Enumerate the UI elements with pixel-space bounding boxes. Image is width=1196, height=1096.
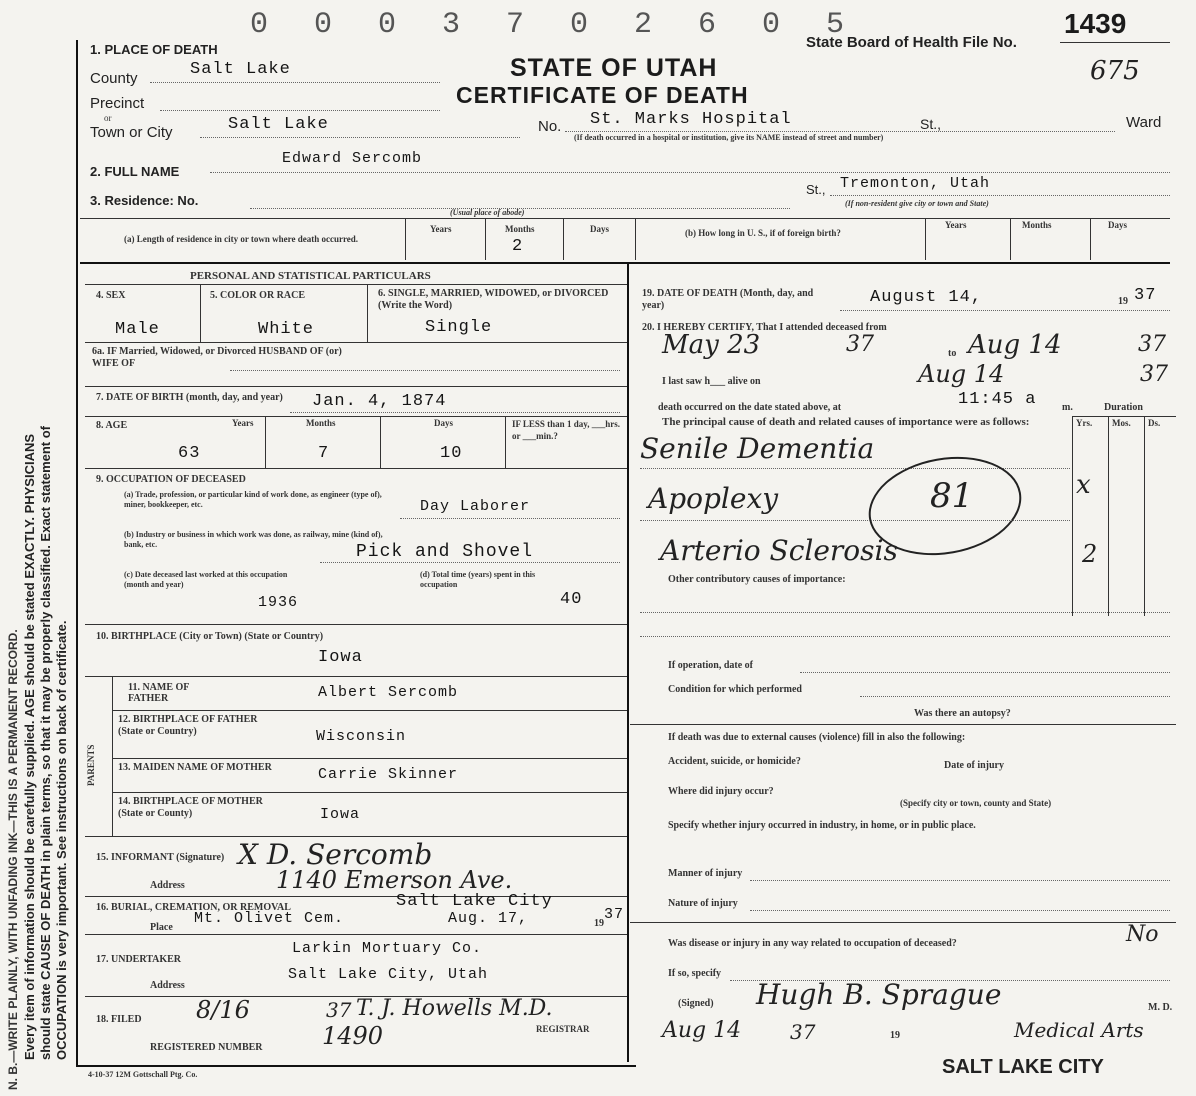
burial-place-label: Place — [150, 922, 173, 933]
burial-city: Salt Lake City — [396, 892, 553, 911]
city-stamp: SALT LAKE CITY — [942, 1056, 1104, 1078]
death-time: 11:45 a — [958, 390, 1037, 409]
filed-year: 37 — [326, 998, 352, 1022]
county-label: County — [90, 70, 138, 87]
accident-label: Accident, suicide, or homicide? — [668, 756, 801, 767]
informant-address-label: Address — [150, 880, 185, 891]
occupation-related-label: Was disease or injury in any way related to occupation of deceased? — [668, 938, 957, 949]
file-number: 1439 — [1064, 8, 1127, 39]
personal-header: PERSONAL AND STATISTICAL PARTICULARS — [190, 270, 431, 282]
last-saw-year: 37 — [1140, 362, 1168, 387]
dob-value: Jan. 4, 1874 — [312, 392, 447, 411]
printer-line: 4-10-37 12M Gottschall Ptg. Co. — [88, 1070, 198, 1079]
precinct-label: Precinct — [90, 95, 145, 112]
informant-signature: X D. Sercomb — [238, 838, 433, 871]
mother-birthplace-label: 14. BIRTHPLACE OF MOTHER (State or County) — [118, 796, 263, 819]
parents-label: PARENTS — [86, 744, 96, 786]
age-days-label: Days — [434, 418, 454, 428]
residence-st-label: St., — [806, 182, 826, 197]
cause-1: Senile Dementia — [640, 432, 875, 465]
length-residence-label: (a) Length of residence in city or town where death occurred. — [124, 234, 359, 244]
town-label: Town or City — [90, 124, 173, 141]
father-birthplace-label: 12. BIRTHPLACE OF FATHER (State or Country) — [118, 714, 258, 737]
duration-1: x — [1076, 470, 1091, 500]
mother-value: Carrie Skinner — [318, 766, 459, 783]
foreign-days-label: Days — [1108, 220, 1128, 230]
last-saw-label: I last saw h___ alive on — [662, 376, 761, 387]
burial-date: Aug. 17, — [448, 910, 529, 927]
duration-ds-label: Ds. — [1148, 418, 1161, 428]
occupation-b-value: Pick and Shovel — [356, 542, 534, 562]
specify-label: (Specify city or town, county and State) — [900, 798, 1052, 808]
color-label: 5. COLOR OR RACE — [210, 290, 306, 301]
condition-label: Condition for which performed — [668, 684, 802, 695]
age-days-value: 10 — [440, 444, 463, 463]
occupation-c-label: (c) Date deceased last worked at this occupation (month and year) — [124, 570, 288, 589]
cause-3: Arterio Sclerosis — [660, 534, 898, 567]
age-months-value: 7 — [318, 444, 330, 463]
undertaker-label: 17. UNDERTAKER — [96, 954, 182, 965]
md-label: M. D. — [1148, 1002, 1173, 1013]
nature-label: Nature of injury — [668, 898, 738, 909]
age-years-label: Years — [232, 418, 254, 428]
res-months-label: Months — [505, 224, 535, 234]
dod-year-prefix: 19 — [1118, 296, 1128, 307]
death-at-label: death occurred on the date stated above, at — [658, 402, 842, 413]
county-value: Salt Lake — [190, 60, 291, 79]
father-label: 11. NAME OF FATHER — [128, 682, 190, 704]
certificate-title: CERTIFICATE OF DEATH — [456, 82, 749, 108]
dod-year: 37 — [1134, 286, 1157, 305]
burial-place: Mt. Olivet Cem. — [194, 910, 345, 927]
occupation-d-label: (d) Total time (years) spent in this occupation — [420, 570, 536, 589]
full-name-label: 2. FULL NAME — [90, 164, 180, 179]
marital-value: Single — [425, 318, 493, 337]
marital-label: 6. SINGLE, MARRIED, WIDOWED, or DIVORCED (Write the Word) — [378, 288, 609, 311]
filed-label: 18. FILED — [96, 1014, 142, 1025]
occupation-d-value: 40 — [560, 590, 583, 609]
dod-label: 19. DATE OF DEATH (Month, day, and year) — [642, 288, 814, 311]
attended-to-year: 37 — [1138, 332, 1166, 357]
undertaker-value: Larkin Mortuary Co. — [292, 940, 483, 957]
duration-3: 2 — [1082, 540, 1098, 568]
sex-value: Male — [115, 320, 160, 339]
state-title: STATE OF UTAH — [510, 54, 718, 82]
duration-yrs-label: Yrs. — [1076, 418, 1093, 428]
physician-signature: Hugh B. Sprague — [756, 978, 1002, 1011]
signed-label: (Signed) — [678, 998, 714, 1009]
last-saw-value: Aug 14 — [918, 360, 1005, 388]
color-value: White — [258, 320, 315, 339]
place-of-death-label: 1. PLACE OF DEATH — [90, 42, 218, 57]
sex-label: 4. SEX — [96, 290, 126, 301]
contrib-label: Other contributory causes of importance: — [668, 574, 846, 585]
foreign-birth-label: (b) How long in U. S., if of foreign birth? — [685, 228, 841, 238]
cause-2: Apoplexy — [648, 482, 779, 515]
operation-label: If operation, date of — [668, 660, 753, 671]
usual-abode-note: (Usual place of abode) — [450, 208, 525, 217]
registered-number-value: 1490 — [322, 1022, 384, 1050]
death-time-suffix: m. — [1062, 402, 1073, 413]
registrar-signature: T. J. Howells M.D. — [356, 996, 553, 1021]
father-value: Albert Sercomb — [318, 684, 459, 701]
attended-from: May 23 — [662, 330, 761, 360]
filed-value: 8/16 — [196, 996, 250, 1024]
occupation-b-label: (b) Industry or business in which work was done, as railway, mine (kind of), bank, etc. — [124, 530, 383, 549]
file-subnumber: 675 — [1090, 56, 1140, 86]
if-so-label: If so, specify — [668, 968, 722, 979]
margin-note-1: N. B.—WRITE PLAINLY, WITH UNFADING INK—THIS IS A PERMANENT RECORD. — [6, 629, 20, 1090]
no-label: No. — [538, 118, 562, 135]
hospital-value: St. Marks Hospital — [590, 110, 792, 129]
physician-address: Medical Arts — [1014, 1018, 1144, 1042]
birthplace-value: Iowa — [318, 648, 363, 667]
stamp-number: 0 0 0 3 7 0 2 6 0 5 — [250, 8, 859, 42]
signed-year-prefix: 19 — [890, 1030, 900, 1041]
external-label: If death was due to external causes (violence) fill in also the following: — [668, 732, 966, 743]
causes-label: The principal cause of death and related causes of importance were as follows: — [662, 416, 1030, 428]
ward-label: Ward — [1126, 114, 1162, 131]
residence-label: 3. Residence: No. — [90, 193, 199, 208]
where-label: Where did injury occur? — [668, 786, 774, 797]
res-days-label: Days — [590, 224, 610, 234]
informant-label: 15. INFORMANT (Signature) — [96, 852, 225, 863]
attended-to: Aug 14 — [968, 330, 1062, 360]
age-months-label: Months — [306, 418, 336, 428]
undertaker-address: Salt Lake City, Utah — [288, 966, 489, 983]
burial-year-prefix: 19 — [594, 918, 604, 929]
to-label: to — [948, 348, 957, 359]
undertaker-address-label: Address — [150, 980, 185, 991]
mother-label: 13. MAIDEN NAME OF MOTHER — [118, 762, 272, 773]
dod-value: August 14, — [870, 288, 983, 307]
less-than-day-label: IF LESS than 1 day, ___hrs. or ___min.? — [512, 419, 620, 441]
or-label: or — [104, 113, 112, 123]
cause-code: 81 — [930, 476, 974, 516]
birthplace-label: 10. BIRTHPLACE (City or Town) (State or Country) — [96, 631, 324, 642]
town-value: Salt Lake — [228, 115, 329, 134]
autopsy-label: Was there an autopsy? — [914, 708, 1011, 719]
informant-address: 1140 Emerson Ave. — [276, 866, 513, 894]
foreign-months-label: Months — [1022, 220, 1052, 230]
specify-where-label: Specify whether injury occurred in industry, in home, or in public place. — [668, 820, 976, 831]
res-months-value: 2 — [512, 237, 524, 256]
st-label: St., — [920, 116, 942, 132]
dob-label: 7. DATE OF BIRTH (month, day, and year) — [96, 392, 283, 403]
margin-note-3: should state CAUSE OF DEATH in plain terms, so that it may be properly classified. Exact statement of — [38, 425, 53, 1060]
occupation-a-value: Day Laborer — [420, 498, 531, 515]
foreign-years-label: Years — [945, 220, 967, 230]
burial-year: 37 — [604, 906, 625, 923]
occupation-label: 9. OCCUPATION OF DECEASED — [96, 474, 246, 485]
file-no-label: State Board of Health File No. — [806, 34, 1017, 51]
margin-note-2: Every item of information should be carefully supplied. AGE should be stated EXACTLY. PHYSICIANS — [22, 433, 37, 1060]
duration-label: Duration — [1104, 402, 1143, 413]
hospital-note: (If death occurred in a hospital or institution, give its NAME instead of street and number) — [574, 133, 884, 142]
nonresident-note: (If non-resident give city or town and State) — [845, 199, 989, 208]
full-name-value: Edward Sercomb — [282, 150, 423, 167]
res-years-label: Years — [430, 224, 452, 234]
manner-label: Manner of injury — [668, 868, 743, 879]
spouse-label: 6a. IF Married, Widowed, or Divorced HUSBAND OF (or) WIFE OF — [92, 346, 342, 369]
certify-label: 20. I HEREBY CERTIFY, That I attended deceased from — [642, 322, 887, 333]
age-years-value: 63 — [178, 444, 201, 463]
burial-label: 16. BURIAL, CREMATION, OR REMOVAL — [96, 902, 291, 913]
signed-year: 37 — [790, 1020, 816, 1044]
father-birthplace-value: Wisconsin — [316, 728, 407, 745]
duration-mos-label: Mos. — [1112, 418, 1131, 428]
signed-date: Aug 14 — [662, 1018, 742, 1043]
residence-value: Tremonton, Utah — [840, 175, 991, 192]
registrar-label: REGISTRAR — [536, 1024, 590, 1034]
occupation-a-label: (a) Trade, profession, or particular kind of work done, as engineer (type of), miner, bookkeeper, etc. — [124, 490, 382, 509]
mother-birthplace-value: Iowa — [320, 806, 361, 823]
margin-note-4: OCCUPATION is very important. See instructions on back of certificate. — [54, 620, 69, 1060]
occupation-related-value: No — [1126, 922, 1159, 947]
occupation-c-value: 1936 — [258, 594, 299, 611]
age-label: 8. AGE — [96, 420, 128, 431]
registered-number-label: REGISTERED NUMBER — [150, 1042, 263, 1053]
attended-from-year: 37 — [846, 332, 874, 357]
injury-date-label: Date of injury — [944, 760, 1004, 771]
